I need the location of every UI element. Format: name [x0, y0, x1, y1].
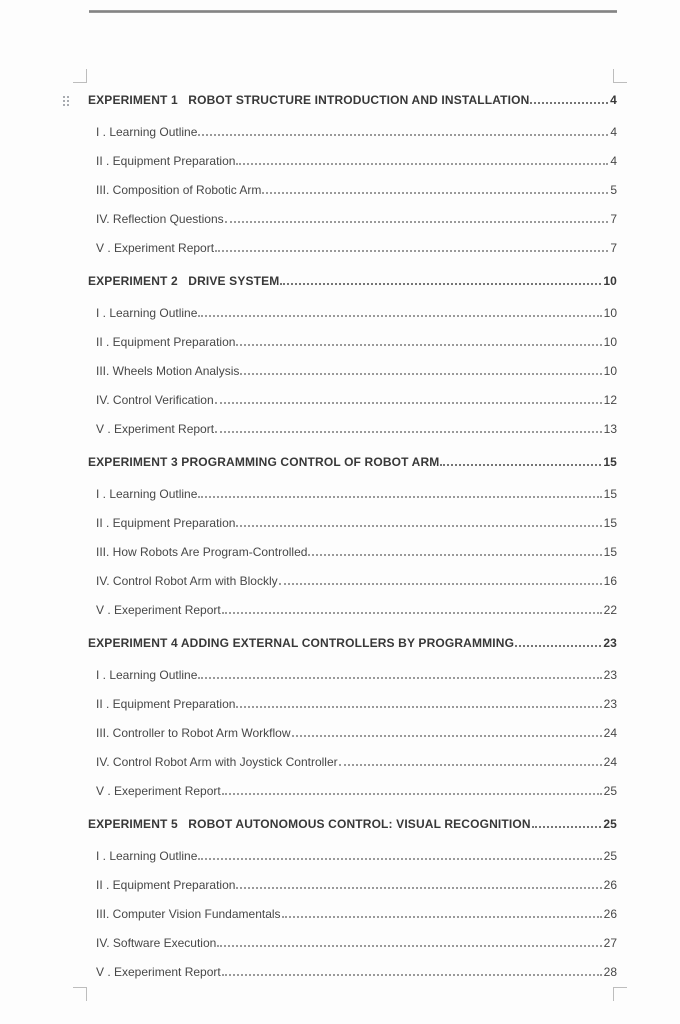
toc-page-number: 7: [610, 241, 617, 255]
dot-leader: [339, 764, 602, 766]
toc-item-label: III. Controller to Robot Arm Workflow: [96, 726, 291, 740]
toc-section: [88, 86, 617, 263]
toc-page-number: 24: [603, 726, 617, 740]
toc-page-number: 4: [610, 154, 617, 168]
toc-page-number: 15: [603, 516, 617, 530]
toc-item-label: II . Equipment Preparation: [96, 335, 236, 349]
dot-leader: [215, 402, 602, 404]
toc-page-number: 15: [603, 487, 617, 501]
toc-item-label: V . Exeperiment Report: [96, 965, 221, 979]
dot-leader: [222, 793, 602, 795]
toc-item-row[interactable]: [88, 719, 617, 748]
toc-heading-row[interactable]: [88, 267, 617, 296]
toc-item-row[interactable]: [88, 538, 617, 567]
toc-heading-row[interactable]: [88, 810, 617, 839]
dot-leader: [198, 496, 601, 498]
toc-section: [88, 448, 617, 625]
dot-leader: [282, 916, 602, 918]
toc-item-label: I . Learning Outline: [96, 487, 198, 501]
toc-item-label: V . Exeperiment Report: [96, 603, 221, 617]
toc-page-number: 7: [610, 212, 617, 226]
toc-section: [88, 267, 617, 444]
toc-item-row[interactable]: [88, 357, 617, 386]
margin-crop-mark-top-left: [73, 69, 87, 83]
toc-item-label: IV. Software Execution: [96, 936, 217, 950]
toc-page-number: 27: [603, 936, 617, 950]
toc-item-row[interactable]: [88, 690, 617, 719]
toc-page-number: 28: [603, 965, 617, 979]
toc-page-number: 10: [603, 306, 617, 320]
toc-item-row[interactable]: [88, 480, 617, 509]
toc-page-number: 23: [603, 636, 617, 650]
toc-item-label: IV. Reflection Questions: [96, 212, 224, 226]
toc-page-number: 4: [610, 125, 617, 139]
toc-item-row[interactable]: [88, 176, 617, 205]
toc-item-row[interactable]: [88, 596, 617, 625]
dot-leader: [292, 735, 602, 737]
toc-item-row[interactable]: [88, 328, 617, 357]
toc-item-row[interactable]: [88, 234, 617, 263]
toc-page-number: 10: [603, 274, 617, 288]
dot-leader: [222, 612, 602, 614]
margin-crop-mark-top-right: [613, 69, 627, 83]
toc-item-label: I . Learning Outline: [96, 306, 198, 320]
toc-item-row[interactable]: [88, 871, 617, 900]
toc-page-number: 16: [603, 574, 617, 588]
toc-item-row[interactable]: [88, 929, 617, 958]
toc-item-label: III. How Robots Are Program-Controlled: [96, 545, 308, 559]
page-top-edge-rule: [89, 10, 617, 13]
toc-page-number: 26: [603, 878, 617, 892]
toc-heading-title: EXPERIMENT 3 PROGRAMMING CONTROL OF ROBOT ARM: [88, 455, 440, 469]
dot-leader: [215, 250, 608, 252]
toc-item-row[interactable]: [88, 386, 617, 415]
dot-leader: [236, 525, 601, 527]
toc-page-number: 25: [603, 817, 617, 831]
table-of-contents: [88, 86, 617, 987]
toc-item-row[interactable]: [88, 777, 617, 806]
toc-item-label: II . Equipment Preparation: [96, 154, 236, 168]
toc-item-row[interactable]: [88, 205, 617, 234]
toc-item-row[interactable]: [88, 509, 617, 538]
toc-item-label: II . Equipment Preparation: [96, 516, 236, 530]
margin-crop-mark-bottom-right: [613, 987, 627, 1001]
toc-page-number: 23: [603, 668, 617, 682]
toc-item-row[interactable]: [88, 842, 617, 871]
dot-leader: [198, 315, 601, 317]
toc-item-label: V . Exeperiment Report: [96, 784, 221, 798]
toc-page-number: 5: [610, 183, 617, 197]
toc-item-row[interactable]: [88, 748, 617, 777]
dot-leader: [530, 102, 608, 104]
toc-item-row[interactable]: [88, 567, 617, 596]
dot-leader: [440, 464, 601, 466]
toc-item-label: IV. Control Robot Arm with Joystick Controller: [96, 755, 338, 769]
toc-page-number: 25: [603, 849, 617, 863]
toc-item-row[interactable]: [88, 147, 617, 176]
dot-leader: [198, 134, 608, 136]
toc-heading-row[interactable]: [88, 629, 617, 658]
margin-crop-mark-bottom-left: [73, 987, 87, 1001]
toc-item-label: I . Learning Outline: [96, 849, 198, 863]
toc-item-label: II . Equipment Preparation: [96, 697, 236, 711]
dot-leader: [215, 431, 602, 433]
toc-item-label: III. Computer Vision Fundamentals: [96, 907, 281, 921]
toc-item-row[interactable]: [88, 415, 617, 444]
toc-page-number: 4: [610, 93, 617, 107]
toc-item-row[interactable]: [88, 118, 617, 147]
dot-leader: [262, 192, 608, 194]
toc-item-label: II . Equipment Preparation: [96, 878, 236, 892]
toc-item-row[interactable]: [88, 958, 617, 987]
toc-item-label: I . Learning Outline: [96, 668, 198, 682]
toc-item-row[interactable]: [88, 299, 617, 328]
dot-leader: [236, 887, 601, 889]
dot-leader: [515, 645, 601, 647]
dot-leader: [532, 826, 602, 828]
toc-heading-title: EXPERIMENT 1 ROBOT STRUCTURE INTRODUCTION AND INSTALLATION: [88, 93, 530, 107]
toc-item-label: I . Learning Outline: [96, 125, 198, 139]
toc-section: [88, 629, 617, 806]
drag-handle-icon[interactable]: [63, 96, 69, 106]
toc-item-label: V . Experiment Report: [96, 422, 215, 436]
toc-item-label: IV. Control Robot Arm with Blockly: [96, 574, 278, 588]
toc-page-number: 23: [603, 697, 617, 711]
toc-page-number: 26: [603, 907, 617, 921]
dot-leader: [225, 221, 609, 223]
toc-page-number: 13: [603, 422, 617, 436]
toc-page-number: 15: [603, 455, 617, 469]
toc-page-number: 24: [603, 755, 617, 769]
toc-page-number: 25: [603, 784, 617, 798]
dot-leader: [198, 677, 601, 679]
toc-item-label: V . Experiment Report: [96, 241, 215, 255]
toc-heading-title: EXPERIMENT 5 ROBOT AUTONOMOUS CONTROL: VISUAL RECOGNITION: [88, 817, 531, 831]
dot-leader: [236, 163, 608, 165]
toc-heading-row[interactable]: [88, 86, 617, 115]
toc-page-number: 12: [603, 393, 617, 407]
toc-item-row[interactable]: [88, 900, 617, 929]
toc-item-label: III. Wheels Motion Analysis: [96, 364, 240, 378]
dot-leader: [222, 974, 602, 976]
dot-leader: [217, 945, 601, 947]
dot-leader: [308, 554, 601, 556]
toc-page-number: 10: [603, 364, 617, 378]
toc-heading-title: EXPERIMENT 2 DRIVE SYSTEM: [88, 274, 280, 288]
dot-leader: [279, 583, 602, 585]
toc-section: [88, 810, 617, 987]
toc-page-number: 15: [603, 545, 617, 559]
dot-leader: [280, 283, 601, 285]
dot-leader: [198, 858, 601, 860]
dot-leader: [236, 344, 601, 346]
toc-page-number: 22: [603, 603, 617, 617]
toc-heading-row[interactable]: [88, 448, 617, 477]
toc-item-row[interactable]: [88, 661, 617, 690]
dot-leader: [236, 706, 601, 708]
toc-page-number: 10: [603, 335, 617, 349]
toc-heading-title: EXPERIMENT 4 ADDING EXTERNAL CONTROLLERS BY PROGRAMMING: [88, 636, 515, 650]
toc-item-label: III. Composition of Robotic Arm: [96, 183, 262, 197]
toc-item-label: IV. Control Verification: [96, 393, 214, 407]
dot-leader: [240, 373, 601, 375]
